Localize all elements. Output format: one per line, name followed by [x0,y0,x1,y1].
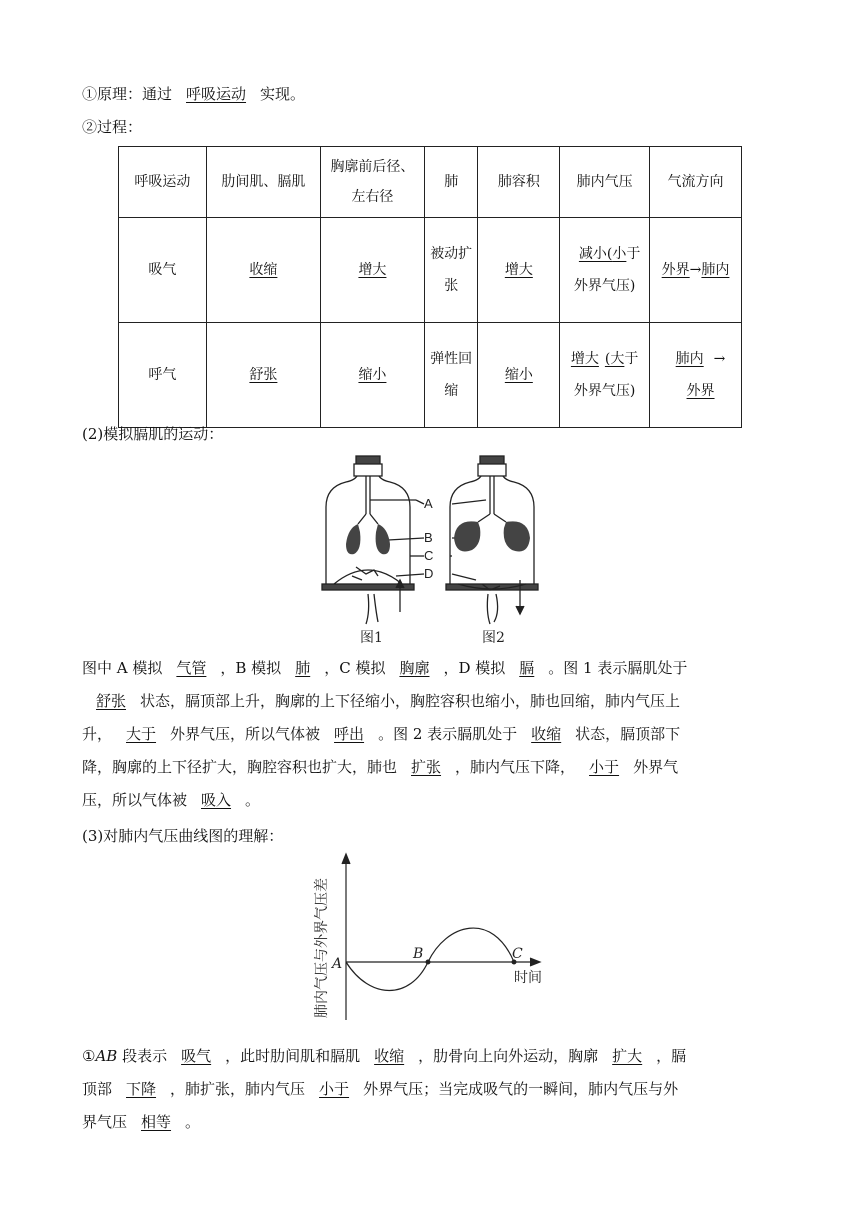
table-row-inhale [119,218,742,323]
respiration-table [118,146,742,428]
label-d: D [424,566,434,581]
ab-segment-paragraph [82,1040,782,1139]
volume-cell: 缩小 [478,323,560,428]
muscle-cell: 收缩 [206,218,320,323]
para2-line5: 压，所以气体被 吸入 。 [82,791,261,809]
header-cell: 肋间肌、膈肌 [206,147,320,218]
table-row-exhale [119,323,742,428]
header-cell: 肺容积 [478,147,560,218]
lung-right-fig1 [376,524,390,554]
para2-line2: 舒张 状态，膈顶部上升，胸廓的上下径缩小，胸腔容积也缩小，肺也回缩，肺内气压上 [96,692,681,710]
row-name: 吸气 [119,218,207,323]
lung-cell: 弹性回缩 [424,323,478,428]
muscle-cell: 舒张 [206,323,320,428]
para2-line4: 降，胸廓的上下径扩大，胸腔容积也扩大，肺也 扩张 ，肺内气压下降， 小于 外界气 [82,758,679,776]
row-name: 呼气 [119,323,207,428]
header-cell: 肺 [424,147,478,218]
table-header-row [119,147,742,218]
header-cell: 呼吸运动 [119,147,207,218]
section2-title: (2)模拟膈肌的运动： [82,425,224,443]
lung-left-fig2 [454,521,480,551]
point-a-label: A [332,956,343,972]
header-cell: 气流方向 [650,147,742,218]
section3-title: (3)对肺内气压曲线图的理解： [82,827,284,845]
label-c: C [424,548,434,563]
point-b-label: B [413,946,424,962]
label-b: B [424,530,433,545]
bell-jar-figure [316,452,546,648]
diaphragm-paragraph [82,652,782,817]
point-b [426,960,431,965]
lung-cell: 被动扩张 [424,218,478,323]
principle-line [82,84,782,104]
para2-line1: 图中 A 模拟 气管 ，B 模拟 肺 ，C 模拟 胸廓 ，D 模拟 膈 。图 1 表示膈肌处于 [82,659,688,677]
lung-right-fig2 [504,521,530,551]
pressure-cell: 增大 (大于外界气压) [560,323,650,428]
point-c-label: C [512,946,523,962]
flow-cell: 肺内 →外界 [650,323,742,428]
lung-left-fig1 [346,524,360,554]
flow-cell: 外界→肺内 [650,218,742,323]
label-a: A [424,496,433,511]
header-cell: 胸廓前后径、左右径 [320,147,424,218]
para3-line1: ①AB 段表示 吸气 ，此时肋间肌和膈肌 收缩 ，肋骨向上向外运动，胸廓 扩大 ，膈 [82,1047,687,1065]
thorax-cell: 增大 [320,218,424,323]
principle-prefix: ①原理：通过 [82,85,173,103]
principle-answer: 呼吸运动 [186,85,247,103]
x-axis-label: 时间 [514,970,542,986]
y-axis-label: 肺内气压与外界气压差 [314,878,330,1018]
para3-line3: 界气压 相等 。 [82,1113,201,1131]
pressure-curve-graph [300,850,560,1026]
process-label: ②过程： [82,118,143,136]
caption-fig2: 图2 [482,630,505,646]
principle-suffix: 实现。 [260,85,306,103]
pressure-cell: 减小(小于外界气压) [560,218,650,323]
volume-cell: 增大 [478,218,560,323]
header-cell: 肺内气压 [560,147,650,218]
para3-line2: 顶部 下降 ，肺扩张，肺内气压 小于 外界气压；当完成吸气的一瞬间，肺内气压与外 [82,1080,679,1098]
thorax-cell: 缩小 [320,323,424,428]
caption-fig1: 图1 [360,630,383,646]
para2-line3: 升， 大于 外界气压，所以气体被 呼出 。图 2 表示膈肌处于 收缩 状态，膈顶部下 [82,725,681,743]
pressure-curve [346,928,514,990]
